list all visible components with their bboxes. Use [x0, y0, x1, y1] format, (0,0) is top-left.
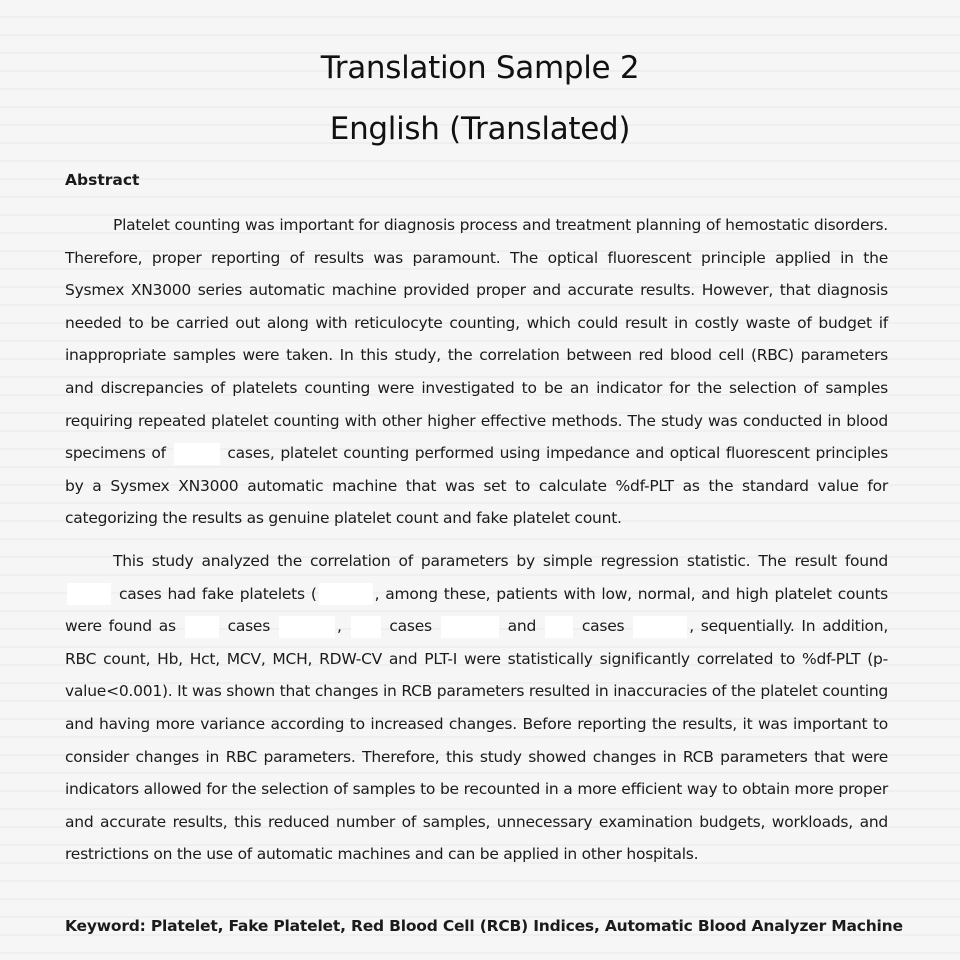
keyword-text: Platelet, Fake Platelet, Red Blood Cell (RCB) Indices, Automatic Blood Analyzer Machine: [150, 917, 903, 935]
redaction-box: [633, 616, 687, 638]
document-title: Translation Sample 2: [320, 50, 640, 86]
keyword-line: [65, 917, 903, 935]
redaction-box: [185, 616, 219, 638]
redaction-box: [174, 443, 220, 465]
redaction-box: [351, 616, 381, 638]
redaction-box: [545, 616, 573, 638]
para2-text-7: and: [507, 617, 537, 636]
para2-text-1: This study analyzed the correlation of parameters by simple regression statistic. The result found: [113, 552, 888, 570]
para2-text-2: cases had fake platelets (: [119, 584, 317, 603]
redaction-box: [441, 616, 499, 638]
redaction-box: [67, 583, 111, 605]
abstract-heading: Abstract: [65, 171, 140, 189]
para2-text-4: cases: [227, 617, 271, 636]
abstract-paragraph-1: [65, 209, 888, 535]
para1-text-a: Platelet counting was important for diagnosis process and treatment planning of hemostatic disorders. Therefore, proper reporting of results was paramount. The optical fluorescent principle applied in the Sysmex XN3000 series automatic machine provided proper and accurate results. However, that diagnosis needed to be carried out along with reticulocyte counting, which could result in costly waste of budget if inappropriate samples were taken. In this study, the correlation between red blood cell (RBC) parameters and discrepancies of platelets counting were investigated to be an indicator for the selection of samples requiring repeated platelet counting with other higher effective methods. The study was conducted in blood specimens of: [65, 216, 888, 463]
redaction-box: [319, 583, 373, 605]
document-subtitle: English (Translated): [329, 111, 631, 147]
para2-text-5: ,: [336, 617, 342, 636]
keyword-label: Keyword:: [65, 917, 146, 935]
para2-text-3: , among these, patients with low, normal, and high platelet counts were found as: [65, 584, 888, 636]
redaction-box: [279, 616, 335, 638]
para2-text-6: cases: [389, 617, 432, 636]
para1-text-b: cases, platelet counting performed using impedance and optical fluorescent principles by a Sysmex XN3000 automatic machine that was set to calculate %df-PLT as the standard value for categorizing the results as genuine platelet count and fake platelet count.: [65, 444, 888, 528]
para2-text-8: cases: [581, 617, 625, 636]
abstract-paragraph-2: [65, 545, 888, 871]
para2-text-9: , sequentially. In addition, RBC count, Hb, Hct, MCV, MCH, RDW-CV and PLT-I were statistically significantly correlated to %df-PLT (p-value<0.001). It was shown that changes in RCB parameters resulted in inaccuracies of the platelet counting and having more variance according to increased changes. Before reporting the results, it was important to consider changes in RBC parameters. Therefore, this study showed changes in RCB parameters that were indicators allowed for the selection of samples to be recounted in a more efficient way to obtain more proper and accurate results, this reduced number of samples, unnecessary examination budgets, workloads, and restrictions on the use of automatic machines and can be applied in other hospitals.: [65, 617, 889, 864]
